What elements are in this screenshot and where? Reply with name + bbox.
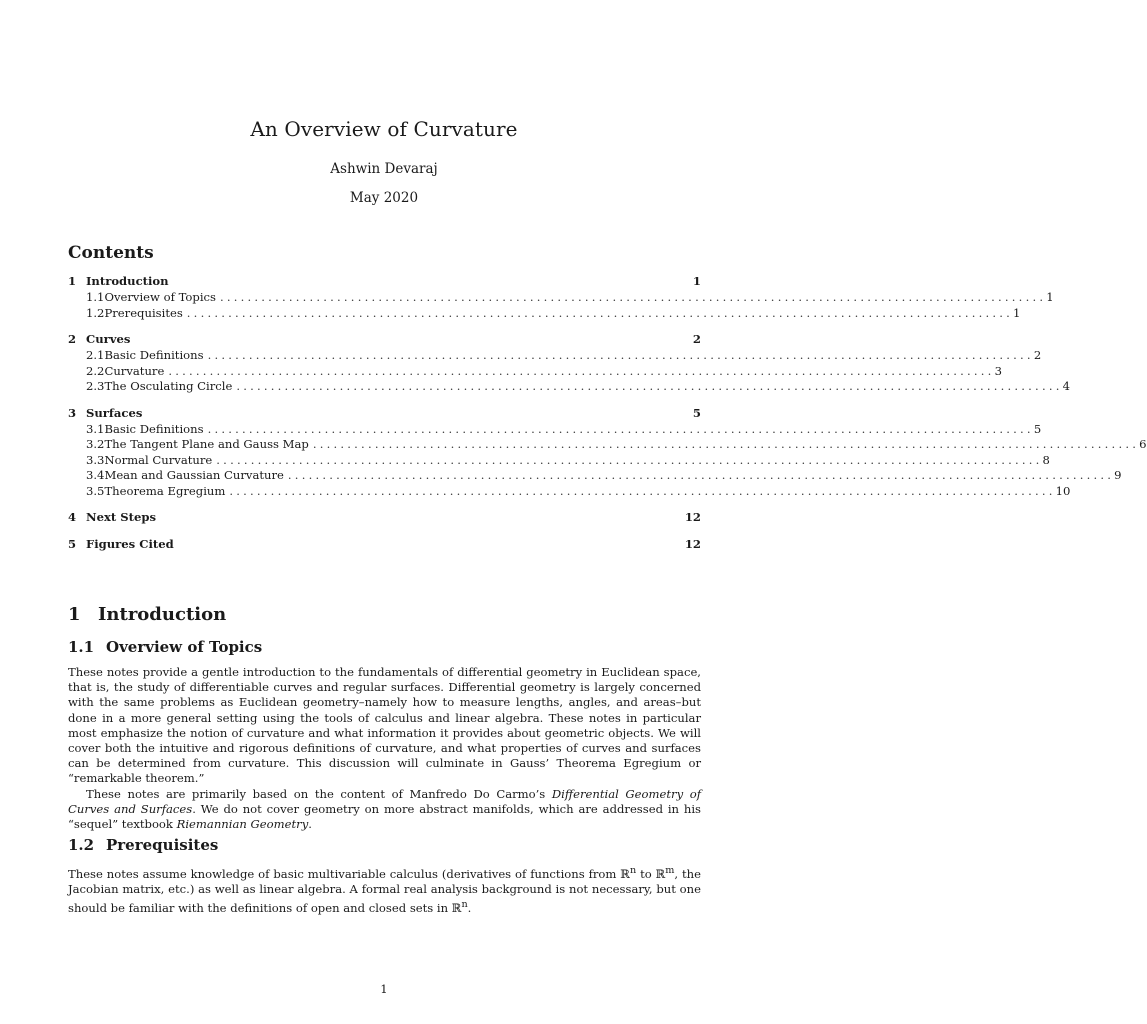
toc-entry-number: 1.1 [86, 290, 105, 304]
document-title: An Overview of Curvature [250, 117, 518, 141]
toc-entry-page: 5 [1033, 421, 1042, 436]
toc-section [68, 405, 1147, 500]
subsection-number: 1.2 [68, 836, 95, 854]
toc-entry-number: 1 [68, 274, 77, 288]
toc-entry-subsection[interactable] [68, 290, 1054, 306]
toc-entry-subsection[interactable] [68, 305, 1021, 322]
toc-entry-subsection[interactable] [68, 348, 1042, 364]
toc-entry-number: 2.2 [86, 363, 105, 378]
toc-entry-title: Basic Definitions [104, 348, 204, 362]
toc-entry-page: 3 [994, 363, 1002, 378]
toc-entry-title: Prerequisites [104, 305, 183, 320]
toc-entry-number: 4 [68, 510, 77, 524]
toc-entry-number: 2 [68, 332, 77, 346]
toc-entry-page: 8 [1042, 452, 1050, 467]
toc-entry-subsection[interactable] [68, 421, 1042, 438]
toc-entry-page: 1 [692, 274, 701, 288]
toc-entry-number: 3 [68, 405, 77, 420]
toc-section [68, 274, 1054, 321]
toc-entry-number: 3.2 [86, 437, 105, 451]
toc-entry-page: 6 [1139, 437, 1147, 451]
overview-body [68, 665, 701, 832]
toc-leader-dots: ........................................................................................................................ [229, 483, 1056, 498]
toc-entry-number: 3.3 [86, 452, 105, 467]
toc-entry-page: 12 [684, 510, 701, 524]
section-number: 1 [68, 604, 81, 625]
prerequisites-body [68, 863, 701, 916]
toc-entry-number: 3.1 [86, 421, 105, 436]
toc-entry-subsection[interactable] [68, 483, 1071, 500]
toc-entry-section[interactable] [68, 537, 701, 553]
toc-entry-number: 3.4 [86, 468, 105, 482]
toc-entry-page: 4 [1062, 379, 1070, 393]
toc-entry-number: 3.5 [86, 483, 105, 498]
toc-entry-title: Theorema Egregium [104, 483, 226, 498]
toc-entry-title: Curvature [104, 363, 165, 378]
toc-entry-subsection[interactable] [68, 468, 1122, 484]
toc-entry-title: The Osculating Circle [104, 379, 233, 393]
toc-entry-subsection[interactable] [68, 379, 1070, 395]
toc-entry-title: Mean and Gaussian Curvature [104, 468, 284, 482]
toc-entry-page: 5 [692, 405, 701, 420]
toc-entry-title: Basic Definitions [104, 421, 204, 436]
toc-entry-subsection[interactable] [68, 437, 1147, 453]
toc-entry-title: Figures Cited [86, 537, 174, 551]
paragraph-prerequisites: These notes assume knowledge of basic multivariable calculus (derivatives of functions from ℝ$^n$ to ℝ$^m$, the Jacobian matrix, etc.) as well as linear algebra. A formal real analysis background is not necessary, but one should be familiar with the definitions of open and closed sets in ℝ$^n$. [68, 865, 701, 916]
book-title-riemannian: Riemannian Geometry [176, 817, 309, 832]
document-date: May 2020 [349, 190, 419, 206]
toc-leader-dots: ........................................................................................................................ [312, 437, 1140, 451]
paragraph-overview: These notes provide a gentle introduction to the fundamentals of differential geometry in Euclidean space, that is, the study of differentiable curves and regular surfaces. Differential geometry is largely concerned with the same problems as Euclidean geometry–namely how to measure lengths, angles, and areas–but done in a more general setting using the tools of calculus and linear algebra. These notes in particular most emphasize the notion of curvature and what information it provides about geometric objects. We will cover both the intuitive and rigorous definitions of curvature, and what properties of curves and surfaces can be determined from curvature. This discussion will culminate in Gauss’ Theorema Egregium or “remarkable theorem.” [68, 665, 701, 786]
table-of-contents [68, 274, 1147, 564]
toc-entry-title: The Tangent Plane and Gauss Map [104, 437, 309, 451]
toc-entry-title: Normal Curvature [104, 452, 213, 467]
toc-entry-title: Overview of Topics [104, 290, 216, 304]
section-heading-introduction [68, 604, 226, 625]
toc-entry-number: 1.2 [86, 305, 105, 320]
toc-leader-dots: ........................................................................................................................ [207, 348, 1034, 362]
toc-entry-title: Curves [86, 332, 131, 346]
subsection-title: Prerequisites [106, 836, 219, 854]
toc-leader-dots: ........................................................................................................................ [207, 421, 1034, 436]
subsection-heading-overview [68, 638, 262, 656]
toc-leader-dots: ........................................................................................................................ [236, 379, 1063, 393]
toc-entry-section[interactable] [68, 332, 701, 348]
toc-entry-page: 10 [1055, 483, 1071, 498]
toc-entry-page: 1 [1013, 305, 1021, 320]
toc-entry-title: Surfaces [86, 405, 143, 420]
paragraph-sources: These notes are primarily based on the content of Manfredo Do Carmo’s Differential Geometry of Curves and Surfaces. We do not cover geometry on more abstract manifolds, which are addressed in his “sequel” textbook Riemannian Geometry. [68, 786, 702, 832]
book-title-curves-surfaces: Differential Geometry of Curves and Surfaces [68, 786, 702, 816]
toc-entry-page: 2 [1033, 348, 1042, 362]
subsection-number: 1.1 [68, 638, 95, 656]
toc-entry-page: 1 [1046, 290, 1054, 304]
toc-entry-section[interactable] [68, 510, 701, 526]
toc-entry-title: Introduction [86, 274, 169, 288]
section-title: Introduction [98, 604, 227, 625]
toc-entry-page: 9 [1114, 468, 1122, 482]
contents-heading: Contents [68, 243, 154, 263]
subsection-title: Overview of Topics [106, 638, 263, 656]
toc-entry-subsection[interactable] [68, 363, 1002, 380]
toc-section [68, 510, 701, 526]
toc-entry-number: 2.1 [86, 348, 105, 362]
toc-entry-number: 2.3 [86, 379, 105, 393]
toc-leader-dots: ........................................................................................................................ [219, 290, 1047, 304]
toc-entry-section[interactable] [68, 274, 701, 290]
toc-section [68, 537, 701, 553]
toc-entry-page: 2 [692, 332, 701, 346]
subsection-heading-prerequisites [68, 836, 218, 854]
toc-entry-title: Next Steps [86, 510, 157, 524]
toc-leader-dots: ........................................................................................................................ [216, 452, 1043, 467]
toc-section [68, 332, 1070, 395]
toc-entry-page: 12 [684, 537, 701, 551]
toc-leader-dots: ........................................................................................................................ [168, 363, 995, 378]
toc-leader-dots: ........................................................................................................................ [287, 468, 1115, 482]
toc-entry-section[interactable] [68, 406, 701, 422]
toc-entry-number: 5 [68, 537, 77, 551]
page-number: 1 [380, 982, 388, 996]
toc-entry-subsection[interactable] [68, 452, 1050, 469]
toc-leader-dots: ........................................................................................................................ [186, 305, 1014, 320]
document-author: Ashwin Devaraj [330, 161, 438, 177]
